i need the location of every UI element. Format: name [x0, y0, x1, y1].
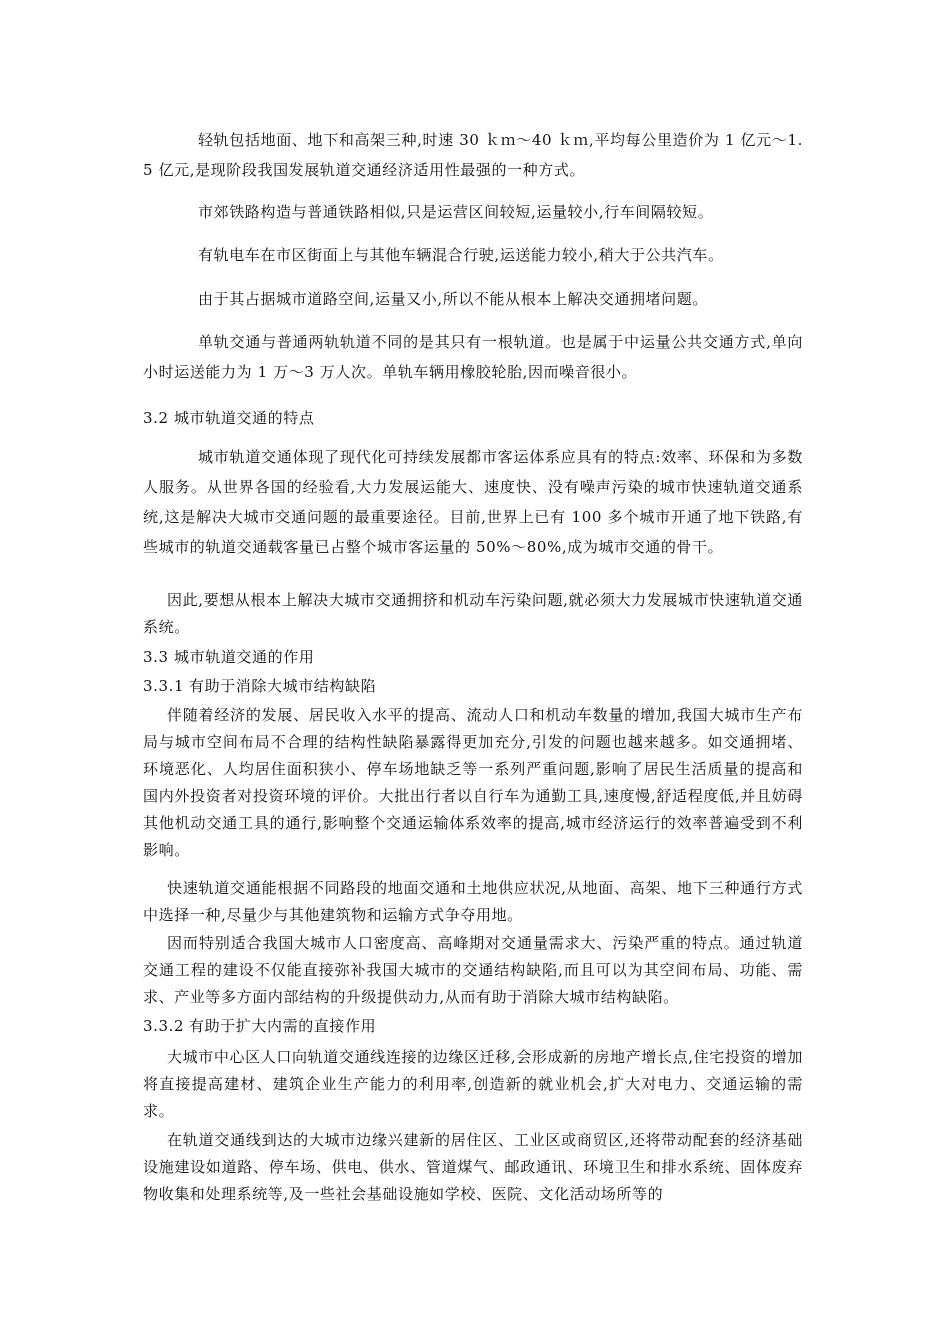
subsection-heading-3-3-2 — [143, 1014, 376, 1038]
paragraph-suburban-railway: 市郊铁路构造与普通铁路相似,只是运营区间较短,运量较小,行车间隔较短。 — [198, 203, 714, 221]
paragraph-population-migration: 大城市中心区人口向轨道交通线连接的边缘区迁移,会形成新的房地产增长点,住宅投资的增加将直接提高建材、建筑企业生产能力的利用率,创造新的就业机会,扩大对电力、交通运输的需求。 — [143, 1048, 803, 1120]
paragraph-structural-defects: 伴随着经济的发展、居民收入水平的提高、流动人口和机动车数量的增加,我国大城市生产布局与城市空间布局不合理的结构性缺陷暴露得更加充分,引发的问题也越来越多。如交通拥堵、环境恶化、人均居住面积狭小、停车场地缺乏等一系列严重问题,影响了居民生活质量的提高和国内外投资者对投资环境的评价。大批出行者以自行车为通勤工具,速度慢,舒适程度低,并且妨碍其他机动交通工具的通行,影响整个交通运输体系效率的提高,城市经济运行的效率普遍受到不利影响。 — [143, 706, 803, 859]
paragraph-new-districts: 在轨道交通线到达的大城市边缘兴建新的居住区、工业区或商贸区,还将带动配套的经济基础设施建设如道路、停车场、供电、供水、管道煤气、邮政通讯、环境卫生和排水系统、固体废弃物收集和处理系统等,及一些社会基础设施如学校、医院、文化活动场所等的 — [143, 1131, 803, 1203]
paragraph-tram-limitation: 由于其占据城市道路空间,运量又小,所以不能从根本上解决交通拥堵问题。 — [198, 290, 708, 308]
paragraph-tram: 有轨电车在市区街面上与其他车辆混合行驶,运送能力较小,稍大于公共汽车。 — [198, 246, 724, 264]
paragraph-monorail: 单轨交通与普通两轨轨道不同的是其只有一根轨道。也是属于中运量公共交通方式,单向小时运送能力为 1 万～3 万人次。单轨车辆用橡胶轮胎,因而噪音很小。 — [143, 333, 803, 381]
subsection-title: 有助于扩大内需的直接作用 — [189, 1017, 377, 1035]
paragraph-rapid-transit-options: 快速轨道交通能根据不同路段的地面交通和土地供应状况,从地面、高架、地下三种通行方式中选择一种,尽量少与其他建筑物和运输方式争夺用地。 — [143, 879, 803, 924]
paragraph-characteristics: 城市轨道交通体现了现代化可持续发展都市客运体系应具有的特点:效率、环保和为多数人服务。从世界各国的经验看,大力发展运能大、速度快、没有噪声污染的城市快速轨道交通系统,这是解决大城市交通问题的最重要途径。目前,世界上已有 100 多个城市开通了地下铁路,有些城市的轨道交通载客量已占整个城市客运量的 50%～80%,成为城市交通的骨干。 — [143, 448, 803, 556]
subsection-number: 3.3.1 — [143, 677, 185, 695]
section-heading-3-2: 3.2 城市轨道交通的特点 — [143, 409, 315, 427]
section-heading-3-3: 3.3 城市轨道交通的作用 — [143, 648, 315, 666]
subsection-heading-3-3-1 — [143, 674, 376, 698]
subsection-number: 3.3.2 — [143, 1017, 185, 1035]
subsection-title: 有助于消除大城市结构缺陷 — [189, 677, 377, 695]
paragraph-conclusion: 因此,要想从根本上解决大城市交通拥挤和机动车污染问题,就必须大力发展城市快速轨道交通系统。 — [143, 591, 803, 636]
paragraph-suitability: 因而特别适合我国大城市人口密度高、高峰期对交通量需求大、污染严重的特点。通过轨道交通工程的建设不仅能直接弥补我国大城市的交通结构缺陷,而且可以为其空间布局、功能、需求、产业等多方面内部结构的升级提供动力,从而有助于消除大城市结构缺陷。 — [143, 934, 803, 1006]
paragraph-light-rail: 轻轨包括地面、地下和高架三种,时速 30 ｋｍ～40 ｋｍ,平均每公里造价为 1 亿元～1.5 亿元,是现阶段我国发展轨道交通经济适用性最强的一种方式。 — [143, 131, 803, 179]
